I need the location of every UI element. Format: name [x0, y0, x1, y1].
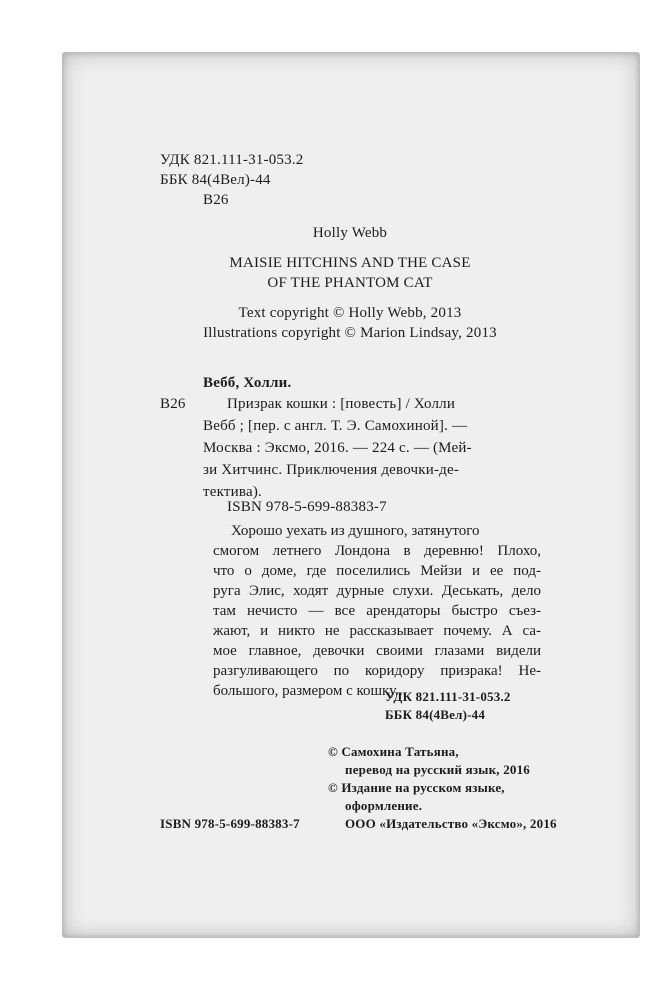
original-author: Holly Webb	[312, 225, 388, 241]
annotation-line: смогом летнего Лондона в деревню! Плохо,	[213, 543, 541, 559]
udk-code: УДК 821.111-31-053.2	[160, 152, 304, 168]
record-line: зи Хитчинс. Приключения девочки-де-	[203, 462, 460, 478]
record-line: Вебб ; [пер. с англ. Т. Э. Самохиной]. —	[203, 418, 468, 434]
record-line: тектива).	[203, 484, 262, 500]
bottom-udk-code: УДК 821.111-31-053.2	[385, 689, 511, 704]
original-title-line1: MAISIE HITCHINS AND THE CASE	[229, 255, 471, 271]
bottom-bbk-code: ББК 84(4Вел)-44	[385, 707, 486, 722]
bottom-isbn: ISBN 978-5-699-88383-7	[160, 816, 300, 831]
record-line: Призрак кошки : [повесть] / Холли	[227, 396, 456, 412]
annotation-line: руга Элис, ходят дурные слухи. Деськать, дело	[213, 583, 541, 599]
record-author-mark: В26	[160, 396, 186, 412]
publisher-copyright: ООО «Издательство «Эксмо», 2016	[345, 816, 557, 831]
bbk-code: ББК 84(4Вел)-44	[160, 172, 271, 188]
illustrations-copyright: Illustrations copyright © Marion Lindsay, 2013	[203, 325, 497, 341]
edition-copyright: © Издание на русском языке,	[328, 780, 505, 795]
record-isbn: ISBN 978-5-699-88383-7	[227, 499, 387, 515]
record-line: Москва : Эксмо, 2016. — 224 с. — (Мей-	[203, 440, 472, 456]
annotation-line: там нечисто — все арендаторы быстро съез-	[213, 603, 541, 619]
record-author-heading: Вебб, Холли.	[203, 375, 292, 391]
translation-copyright-year: перевод на русский язык, 2016	[345, 762, 531, 777]
translation-copyright: © Самохина Татьяна,	[328, 744, 459, 759]
annotation-line: большого, размером с кошку...	[213, 683, 407, 699]
author-mark: В26	[203, 192, 229, 208]
annotation-line: мое главное, девочки своими глазами видели	[213, 643, 541, 659]
annotation-line: жают, и никто не рассказывает почему. А са-	[213, 623, 541, 639]
annotation-paragraph	[213, 521, 541, 701]
annotation-line: разгуливающего по коридору призрака! Не-	[213, 663, 541, 679]
edition-copyright-design: оформление.	[345, 798, 423, 813]
annotation-line: что о доме, где поселились Мейзи и ее под-	[213, 563, 541, 579]
original-title-line2: OF THE PHANTOM CAT	[267, 275, 433, 291]
text-copyright: Text copyright © Holly Webb, 2013	[238, 305, 462, 321]
annotation-line: Хорошо уехать из душного, затянутого	[231, 523, 480, 539]
